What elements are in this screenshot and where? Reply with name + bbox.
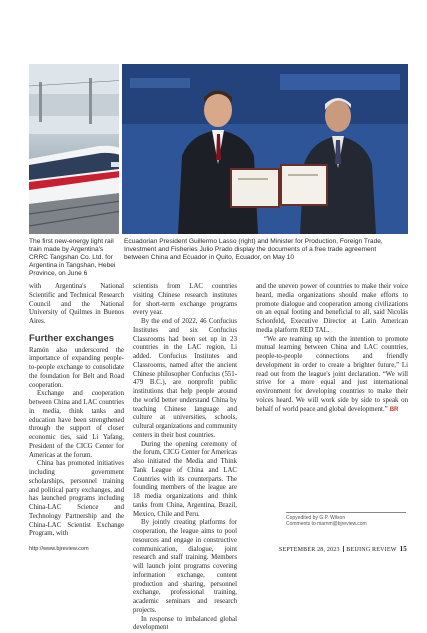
end-mark-logo: BR	[390, 407, 399, 413]
folio-separator	[343, 546, 344, 552]
article-column-1	[29, 283, 124, 539]
article-paragraph-text: “We are teaming up with the intention to promote mutual learning between China and LAC countries, people-to-people connections and friendly development in order to create a brighter future,” Li read out from the league's joint declaration. “We will strive for a more equal and just international environment for developing countries to make their voices heard. We will work side by side to speak on behalf of world peace and global development.”	[256, 336, 408, 413]
magazine-name: BEIJING REVIEW	[346, 547, 396, 553]
article-paragraph: By the end of 2022, 46 Confucius Institutes and six Confucius Classrooms had been set up in 23 countries in the LAC region, Li added. Confucius Institutes and Classrooms, named after the ancient Chinese philosopher Confucius (551-479 B.C.), are nonprofit public institutions that help people around the world better understand China by teaching Chinese language and culture at universities, schools, cultural organizations and community centers in their host countries.	[133, 318, 237, 441]
signing-illustration	[120, 64, 408, 234]
article-paragraph: with Argentina's National Scientific and Technical Research Council and the National University of Quilmes in Buenos Aires.	[29, 283, 124, 327]
article-column-3	[256, 283, 408, 414]
section-subhead: Further exchanges	[29, 335, 124, 344]
article-paragraph	[256, 336, 408, 415]
article-paragraph: Ramón also underscored the importance of expanding people-to-people exchange to consolidate the foundation for Belt and Road cooperation.	[29, 347, 124, 391]
article-paragraph: By jointly creating platforms for cooperation, the league aims to pool resources and engage in constructive communication, dialogue, joint research and staff training. Members will launch joint programs covering information exchange, content production and sharing, personnel exchange, professional training, academic seminars and research projects.	[133, 519, 237, 615]
train-illustration	[29, 64, 128, 234]
article-paragraph: Exchange and cooperation between China and LAC countries in media, think tanks and education have been strengthened through the support of closer economic ties, said Li Yafang, President of the CICG Center for Americas at the forum.	[29, 390, 124, 460]
copyedit-note	[286, 512, 406, 527]
copyedit-contact: Comments to marnm@bjreview.com	[286, 521, 406, 527]
article-paragraph: scientists from LAC countries visiting Chinese research institutes for short-term exchange programs every year.	[133, 283, 237, 318]
train-photo-caption: The first new-energy light rail train made by Argentina's CRRC Tangshan Co. Ltd. for Argentina in Tangshan, Hebei Province, on June 6	[29, 238, 119, 278]
footer-url[interactable]: http://www.bjreview.com	[29, 546, 89, 552]
article-column-2	[133, 283, 237, 633]
footer-folio	[279, 545, 407, 553]
train-photo	[29, 64, 128, 234]
signing-photo-caption: Ecuadorian President Guillermo Lasso (right) and Minister for Production, Foreign Trade, Investment and Fisheries Julio Prado display the documents of a free trade agreement between China and Ecuador in Quito, Ecuador, on May 10	[124, 238, 402, 262]
issue-date: SEPTEMBER 28, 2023	[279, 547, 340, 553]
article-paragraph: China has promoted initiatives including government scholarships, personnel training and political party exchanges, and has launched programs including China-LAC Science and Technology Partnership and the China-LAC Scientist Exchange Program, with	[29, 460, 124, 539]
article-paragraph: and the uneven power of countries to make their voice heard, media organizations should make efforts to promote dialogue and cooperation among civilizations on an equal footing and beneficial to all, said Nicolás Schonfeld, Executive Director at Latin American media platform RED TAL.	[256, 283, 408, 336]
article-paragraph: In response to imbalanced global development	[133, 616, 237, 633]
page-number: 15	[400, 545, 407, 553]
article-paragraph: During the opening ceremony of the forum, CICG Center for Americas also initiated the Media and Think Tank League of China and LAC Countries with its counterparts. The founding members of the league are 18 media organizations and think tanks from China, Argentina, Brazil, Mexico, Chile and Peru.	[133, 441, 237, 520]
copyedit-credit: Copyedited by G.P. Wilson	[286, 515, 406, 521]
photo-divider	[119, 64, 122, 234]
signing-ceremony-photo	[120, 64, 408, 234]
